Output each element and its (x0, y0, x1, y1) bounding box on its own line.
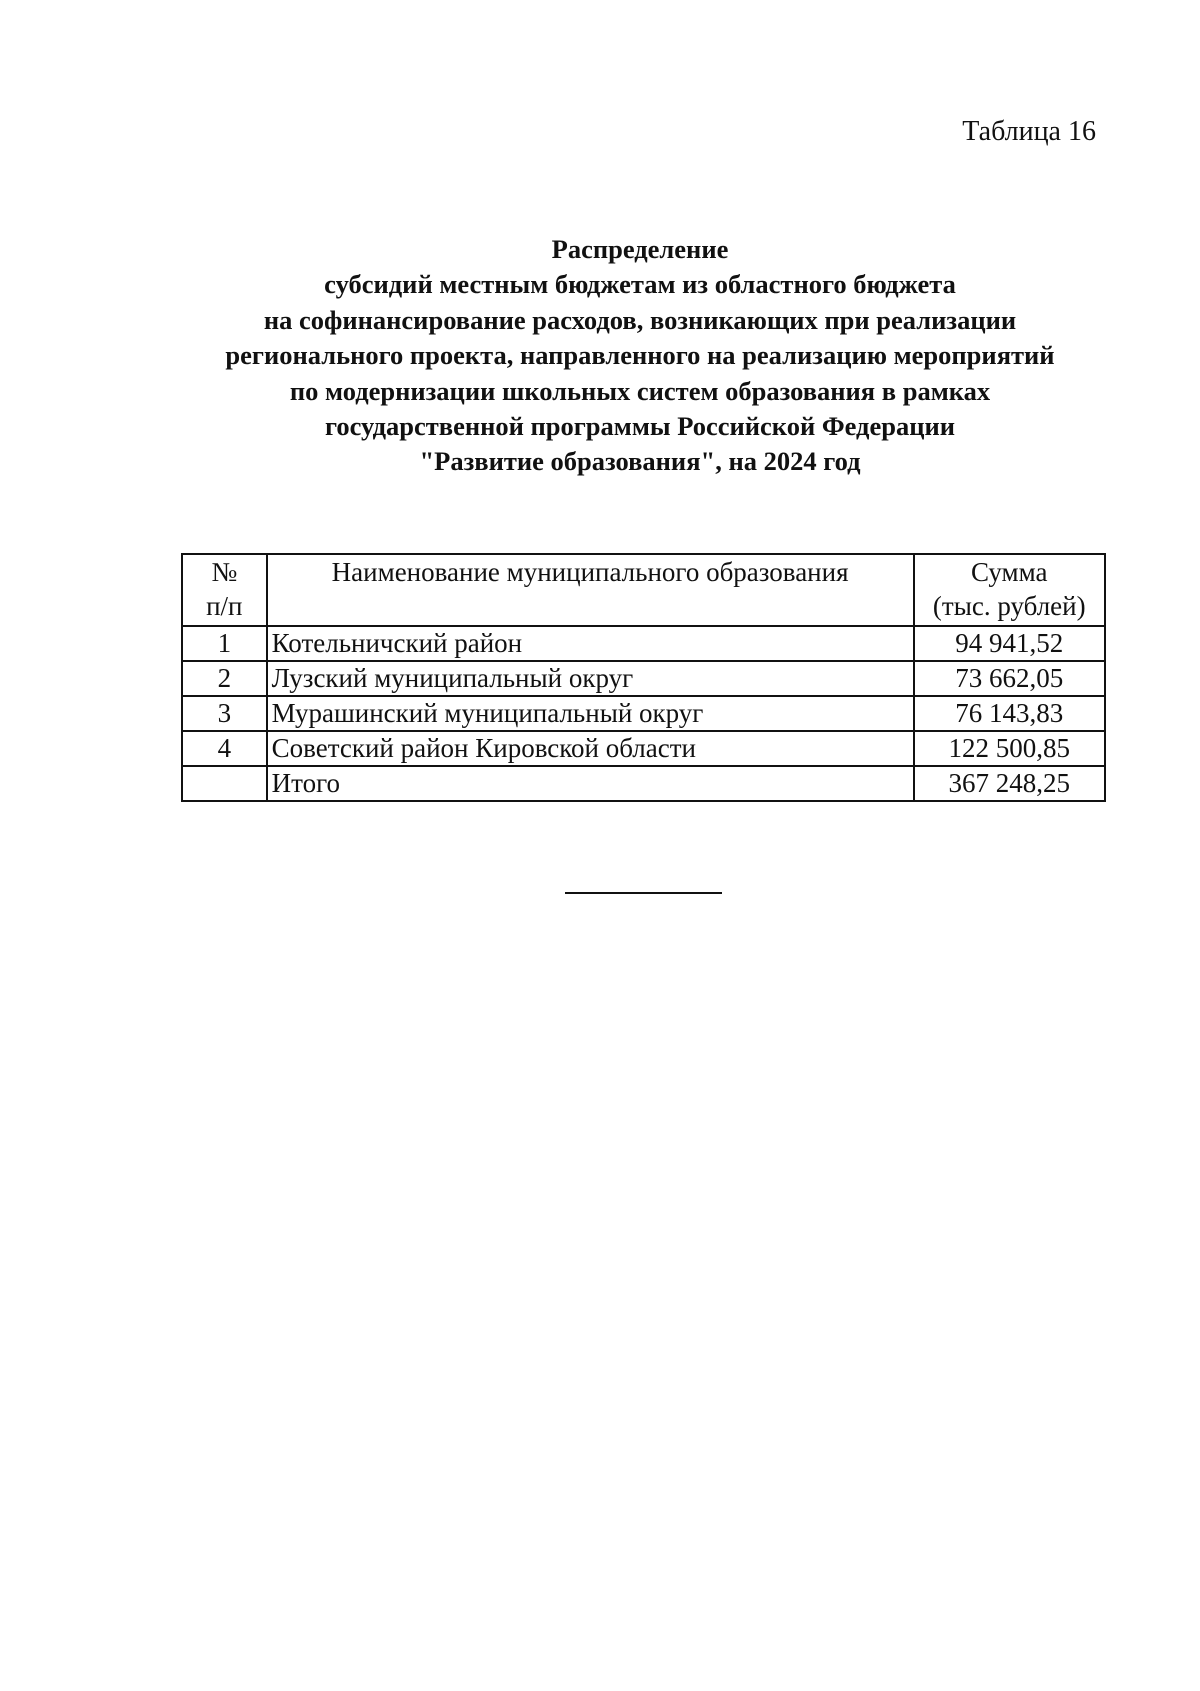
title-line: государственной программы Российской Федерации (324, 411, 956, 442)
document-title (190, 232, 1090, 480)
row-municipality: Лузский муниципальный округ (267, 661, 914, 696)
row-number: 4 (182, 731, 267, 766)
row-sum: 122 500,85 (914, 731, 1105, 766)
header-sum (914, 554, 1105, 626)
row-number: 3 (182, 696, 267, 731)
row-municipality: Советский район Кировской области (267, 731, 914, 766)
title-line: субсидий местным бюджетам из областного бюджета (324, 269, 956, 300)
total-label: Итого (267, 766, 914, 801)
table-row (182, 731, 1105, 766)
closing-rule (565, 892, 722, 894)
table-header-row (182, 554, 1105, 626)
title-line: по модернизации школьных систем образования в рамках (289, 375, 991, 406)
header-municipality: Наименование муниципального образования (267, 554, 914, 626)
table-row (182, 661, 1105, 696)
title-line: регионального проекта, направленного на реализацию мероприятий (225, 340, 1055, 371)
total-sum: 367 248,25 (914, 766, 1105, 801)
header-number-line2: п/п (206, 591, 243, 621)
header-sum-line1: Сумма (971, 557, 1048, 587)
subsidy-distribution-table (181, 553, 1106, 802)
row-number: 2 (182, 661, 267, 696)
header-number (182, 554, 267, 626)
table-row (182, 696, 1105, 731)
row-sum: 94 941,52 (914, 626, 1105, 661)
total-number (182, 766, 267, 801)
row-sum: 73 662,05 (914, 661, 1105, 696)
table-row (182, 626, 1105, 661)
row-municipality: Мурашинский муниципальный округ (267, 696, 914, 731)
row-sum: 76 143,83 (914, 696, 1105, 731)
row-number: 1 (182, 626, 267, 661)
table-number-label: Таблица 16 (962, 116, 1096, 147)
row-municipality: Котельничский район (267, 626, 914, 661)
header-sum-line2: (тыс. рублей) (932, 591, 1086, 621)
title-line: Распределение (551, 234, 729, 264)
title-line: "Развитие образования", на 2024 год (419, 446, 861, 477)
header-number-line1: № (211, 557, 238, 587)
title-line: на софинансирование расходов, возникающих при реализации (263, 304, 1017, 335)
table-total-row (182, 766, 1105, 801)
